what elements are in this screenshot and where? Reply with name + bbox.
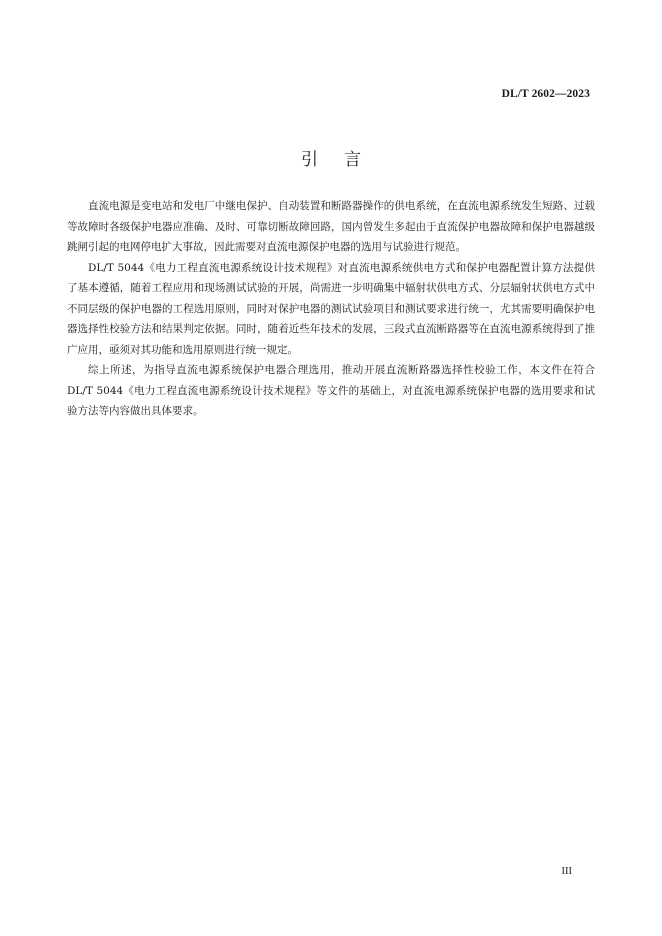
paragraph-2: DL/T 5044《电力工程直流电源系统设计技术规程》对直流电源系统供电方式和保护电器配置计算方法提供了基本遵循，随着工程应用和现场测试试验的开展，尚需进一步明确集中辐射状供电方式、分层辐射状供电方式中不同层级的保护电器的工程选用原则，同时对保护电器的测试试验项目和测试要求进行统一，尤其需要明确保护电器选择性校验方法和结果判定依据。同时，随着近些年技术的发展，三段式直流断路器等在直流电源系统得到了推广应用，亟须对其功能和选用原则进行统一规定。 [67, 261, 595, 356]
paragraph-3: 综上所述，为指导直流电源系统保护电器合理选用，推动开展直流断路器选择性校验工作，本文件在符合 DL/T 5044《电力工程直流电源系统设计技术规程》等文件的基础上，对直流电源系统保护电器的选用要求和试验方法等内容做出具体要求。 [67, 364, 595, 417]
standard-code: DL/T 2602—2023 [501, 88, 590, 100]
paragraph-1: 直流电源是变电站和发电厂中继电保护、自动装置和断路器操作的供电系统，在直流电源系统发生短路、过载等故障时各级保护电器应准确、及时、可靠切断故障回路，国内曾发生多起由于直流保护电器故障和保护电器越级跳闸引起的电网停电扩大事故，因此需要对直流电源保护电器的选用与试验进行规范。 [67, 200, 595, 253]
body-text [67, 196, 595, 422]
page-title: 引言 [301, 150, 387, 170]
page-number: III [561, 866, 572, 877]
